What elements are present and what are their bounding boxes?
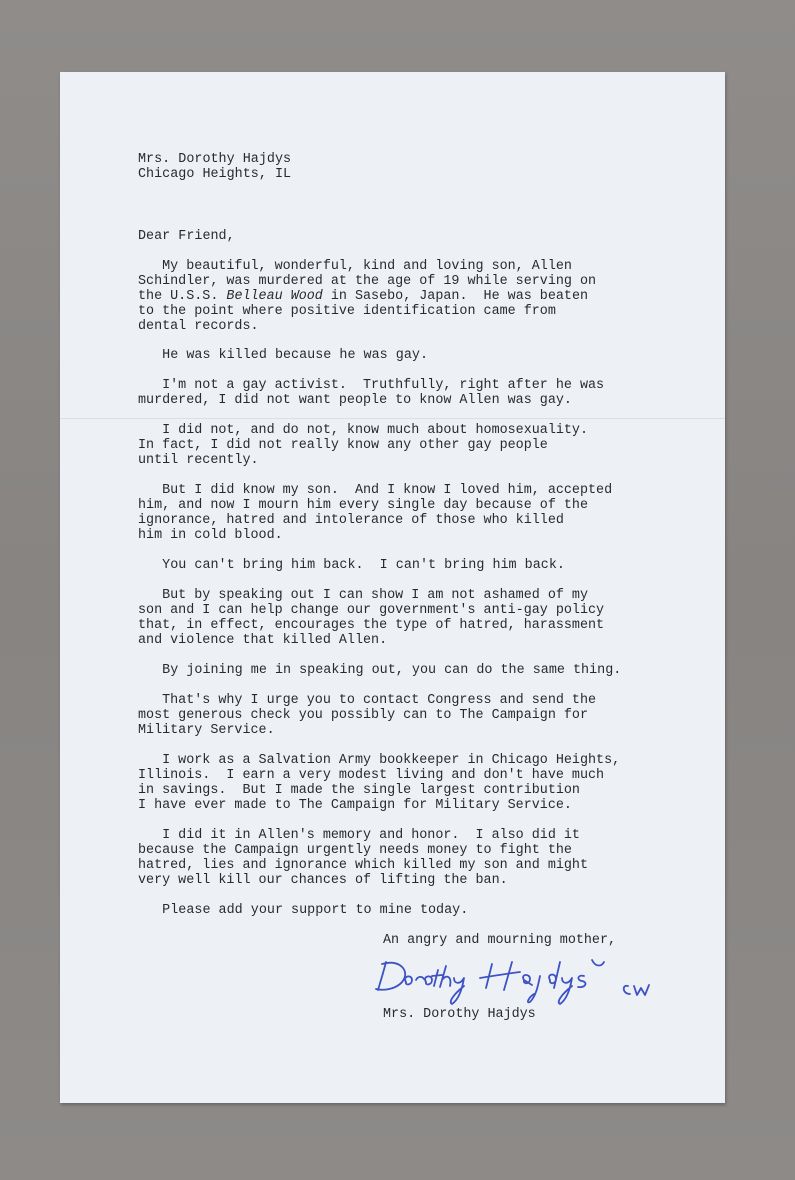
paragraph-8: By joining me in speaking out, you can do the same thing. xyxy=(138,663,622,678)
paragraph-10: I work as a Salvation Army bookkeeper in Chicago Heights, Illinois. I earn a very modest living and don't have much in savings. But I made the single largest contribution I have ever made to The Campaign for Military Service. xyxy=(138,753,621,813)
paragraph-1: My beautiful, wonderful, kind and loving son, Allen Schindler, was murdered at the age of 19 while serving on the U.S.S. Belleau Wood in Sasebo, Japan. He was beaten to the point where positive identification came from dental records. xyxy=(138,259,597,334)
handwritten-signature xyxy=(372,952,662,1012)
paragraph-6: You can't bring him back. I can't bring him back. xyxy=(138,558,565,573)
paragraph-12: Please add your support to mine today. xyxy=(138,903,469,918)
paragraph-7: But by speaking out I can show I am not ashamed of my son and I can help change our government's anti-gay policy that, in effect, encourages the type of hatred, harassment and violence that killed Allen. xyxy=(138,588,605,648)
closing-line: An angry and mourning mother, xyxy=(383,933,617,948)
paragraph-4: I did not, and do not, know much about homosexuality. In fact, I did not really know any other gay people until recently. xyxy=(138,423,588,468)
paragraph-11: I did it in Allen's memory and honor. I also did it because the Campaign urgently needs money to fight the hatred, lies and ignorance which killed my son and might very well kill our chances of lifting the ban. xyxy=(138,828,588,888)
paper-fold-crease xyxy=(60,418,725,419)
sender-city: Chicago Heights, IL xyxy=(138,167,292,182)
greeting: Dear Friend, xyxy=(138,229,235,244)
paragraph-2: He was killed because he was gay. xyxy=(138,348,429,363)
signed-name: Mrs. Dorothy Hajdys xyxy=(383,1007,536,1022)
paragraph-5: But I did know my son. And I know I loved him, accepted him, and now I mourn him every single day because of the ignorance, hatred and intolerance of those who killed him in cold blood. xyxy=(138,483,613,543)
paragraph-3: I'm not a gay activist. Truthfully, right after he was murdered, I did not want people to know Allen was gay. xyxy=(138,378,605,408)
ship-name: Belleau Wood xyxy=(226,289,323,304)
letter-page xyxy=(60,72,725,1103)
sender-name: Mrs. Dorothy Hajdys xyxy=(138,152,292,167)
paragraph-9: That's why I urge you to contact Congress and send the most generous check you possibly can to The Campaign for Military Service. xyxy=(138,693,597,738)
